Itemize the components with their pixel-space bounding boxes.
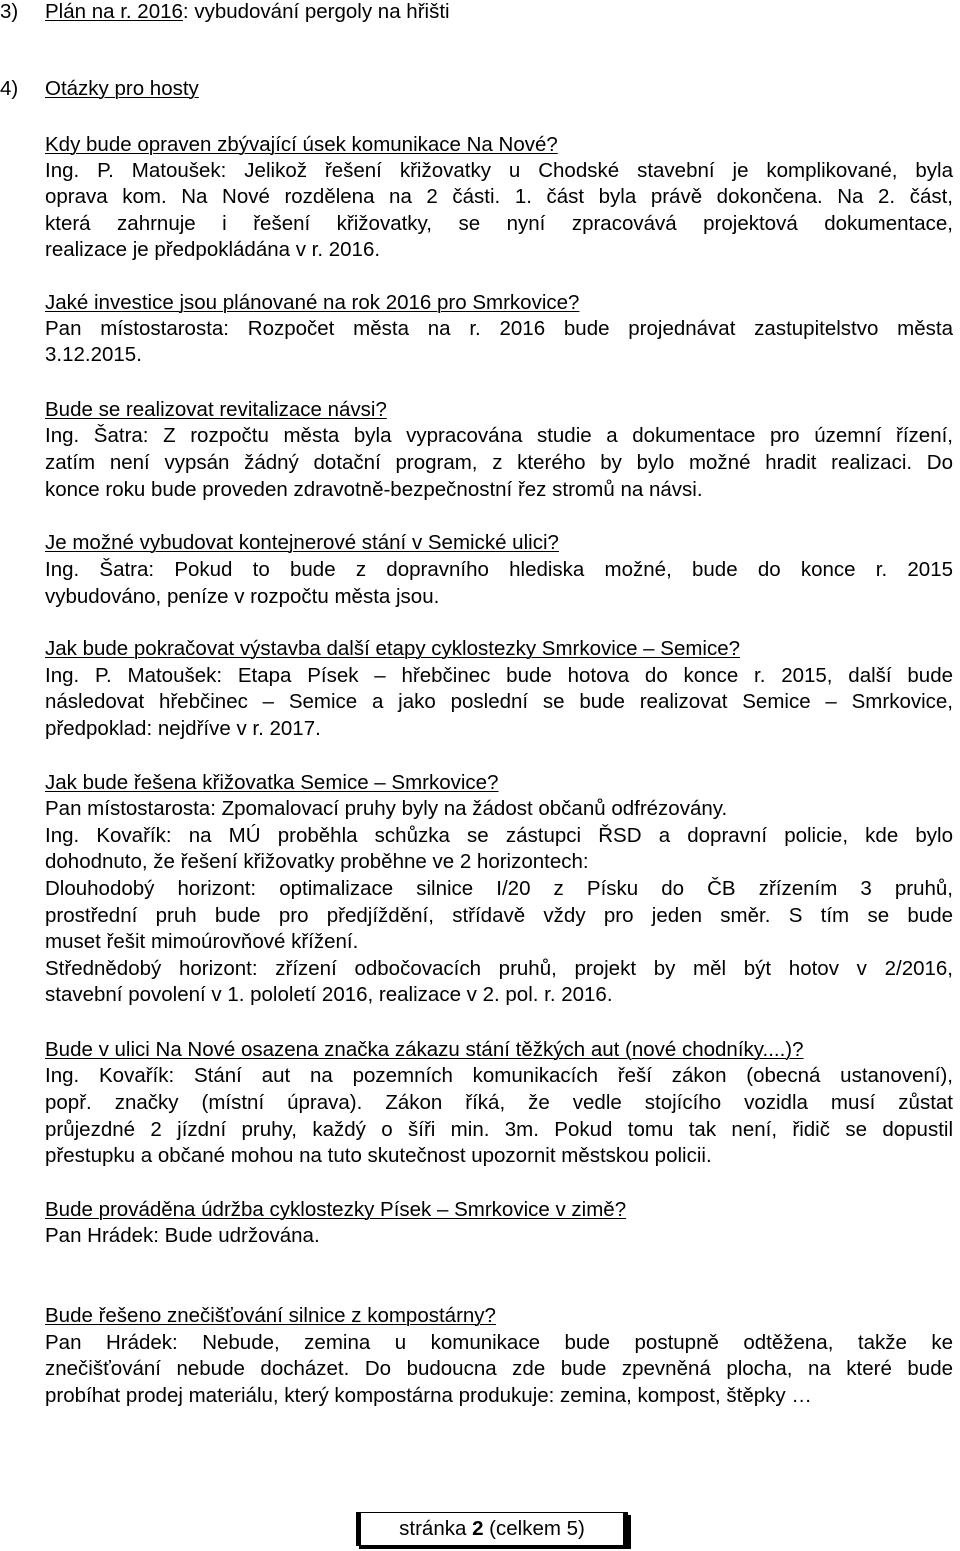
answer-1-line-4: realizace je předpokládána v r. 2016. (45, 238, 381, 261)
answer-6-line-3: dohodnuto, že řešení křižovatky proběhne ve 2 horizontech: (45, 850, 589, 873)
page-counter (356, 1512, 628, 1546)
answer-9-line-3: probíhat prodej materiálu, který kompostárna produkuje: zemina, kompost, štěpky … (45, 1384, 812, 1407)
answer-6-line-6: muset řešit mimoúrovňové křížení. (45, 930, 359, 953)
section-heading-3 (0, 0, 450, 25)
answer-9-line-2: znečišťování nebude docházet. Do budoucna zde bude zpevněná plocha, na které bude (45, 1357, 953, 1380)
answer-3-line-2: zatím není vypsán žádný dotační program, z kterého by bylo možné hradit realizaci. Do (45, 451, 953, 474)
answer-2-line-2: 3.12.2015. (45, 343, 142, 366)
question-3: Bude se realizovat revitalizace návsi? (45, 398, 387, 421)
answer-1-line-2: oprava kom. Na Nové rozdělena na 2 části. 1. část byla právě dokončena. Na 2. část, (45, 185, 953, 208)
answer-6-line-7: Střednědobý horizont: zřízení odbočovacích pruhů, projekt by měl být hotov v 2/2016, (45, 957, 953, 980)
page-counter-suffix: (celkem 5) (483, 1517, 585, 1540)
answer-7-line-1: Ing. Kovařík: Stání aut na pozemních komunikacích řeší zákon (obecná ustanovení), (45, 1064, 953, 1087)
answer-1-line-1: Ing. P. Matoušek: Jelikož řešení křižovatky u Chodské stavební je komplikované, byla (45, 159, 953, 182)
section-title-underlined: Plán na r. 2016 (45, 0, 183, 23)
question-6: Jak bude řešena křižovatka Semice – Smrkovice? (45, 771, 499, 794)
question-5: Jak bude pokračovat výstavba další etapy cyklostezky Smrkovice – Semice? (45, 637, 741, 660)
question-7: Bude v ulici Na Nové osazena značka zákazu stání těžkých aut (nové chodníky....)? (45, 1038, 804, 1061)
question-8: Bude prováděna údržba cyklostezky Písek – Smrkovice v zimě? (45, 1198, 627, 1221)
answer-7-line-4: přestupku a občané mohou na tuto skutečnost upozornit městskou policii. (45, 1144, 712, 1167)
answer-1-line-3: která zahrnuje i řešení křižovatky, se nyní zpracovává projektová dokumentace, (45, 212, 953, 235)
answer-6-line-5: prostřední pruh bude pro předjíždění, střídavě vždy pro jeden směr. S tím se bude (45, 904, 953, 927)
answer-7-line-2: popř. značky (místní úprava). Zákon říká, že vedle stojícího vozidla musí zůstat (45, 1091, 953, 1114)
page-counter-prefix: stránka (399, 1517, 473, 1540)
answer-5-line-3: předpoklad: nejdříve v r. 2017. (45, 717, 321, 740)
section-number: 4) (0, 77, 19, 100)
section-title-rest: : vybudování pergoly na hřišti (182, 0, 450, 23)
question-1: Kdy bude opraven zbývající úsek komunikace Na Nové? (45, 133, 558, 156)
answer-5-line-1: Ing. P. Matoušek: Etapa Písek – hřebčinec bude hotova do konce r. 2015, další bude (45, 664, 953, 687)
question-4: Je možné vybudovat kontejnerové stání v Semické ulici? (45, 531, 559, 554)
answer-6-line-8: stavební povolení v 1. pololetí 2016, realizace v 2. pol. r. 2016. (45, 983, 613, 1006)
page-number: 2 (472, 1517, 484, 1540)
question-9: Bude řešeno znečišťování silnice z kompostárny? (45, 1304, 496, 1327)
answer-6-line-2: Ing. Kovařík: na MÚ proběhla schůzka se zástupci ŘSD a dopravní policie, kde bylo (45, 824, 953, 847)
answer-9-line-1: Pan Hrádek: Nebude, zemina u komunikace bude postupně odtěžena, takže ke (45, 1331, 953, 1354)
question-2: Jaké investice jsou plánované na rok 2016 pro Smrkovice? (45, 291, 580, 314)
answer-6-line-1: Pan místostarosta: Zpomalovací pruhy byly na žádost občanů odfrézovány. (45, 797, 728, 820)
answer-3-line-1: Ing. Šatra: Z rozpočtu města byla vypracována studie a dokumentace pro územní řízení, (45, 424, 953, 447)
answer-4-line-1: Ing. Šatra: Pokud to bude z dopravního hlediska možné, bude do konce r. 2015 (45, 558, 953, 581)
answer-7-line-3: průjezdné 2 jízdní pruhy, každý o šíři min. 3m. Pokud tomu tak není, řidič se dopustil (45, 1118, 953, 1141)
answer-2-line-1: Pan místostarosta: Rozpočet města na r. 2016 bude projednávat zastupitelstvo města (45, 317, 953, 340)
answer-8-line-1: Pan Hrádek: Bude udržována. (45, 1224, 320, 1247)
section-heading-4 (0, 75, 199, 102)
answer-4-line-2: vybudováno, peníze v rozpočtu města jsou. (45, 585, 440, 608)
answer-6-line-4: Dlouhodobý horizont: optimalizace silnice I/20 z Písku do ČB zřízením 3 pruhů, (45, 877, 953, 900)
section-number: 3) (0, 0, 19, 23)
section-title: Otázky pro hosty (45, 77, 199, 100)
answer-5-line-2: následovat hřebčinec – Semice a jako poslední se bude realizovat Semice – Smrkovice, (45, 690, 953, 713)
answer-3-line-3: konce roku bude proveden zdravotně-bezpečnostní řez stromů na návsi. (45, 478, 703, 501)
